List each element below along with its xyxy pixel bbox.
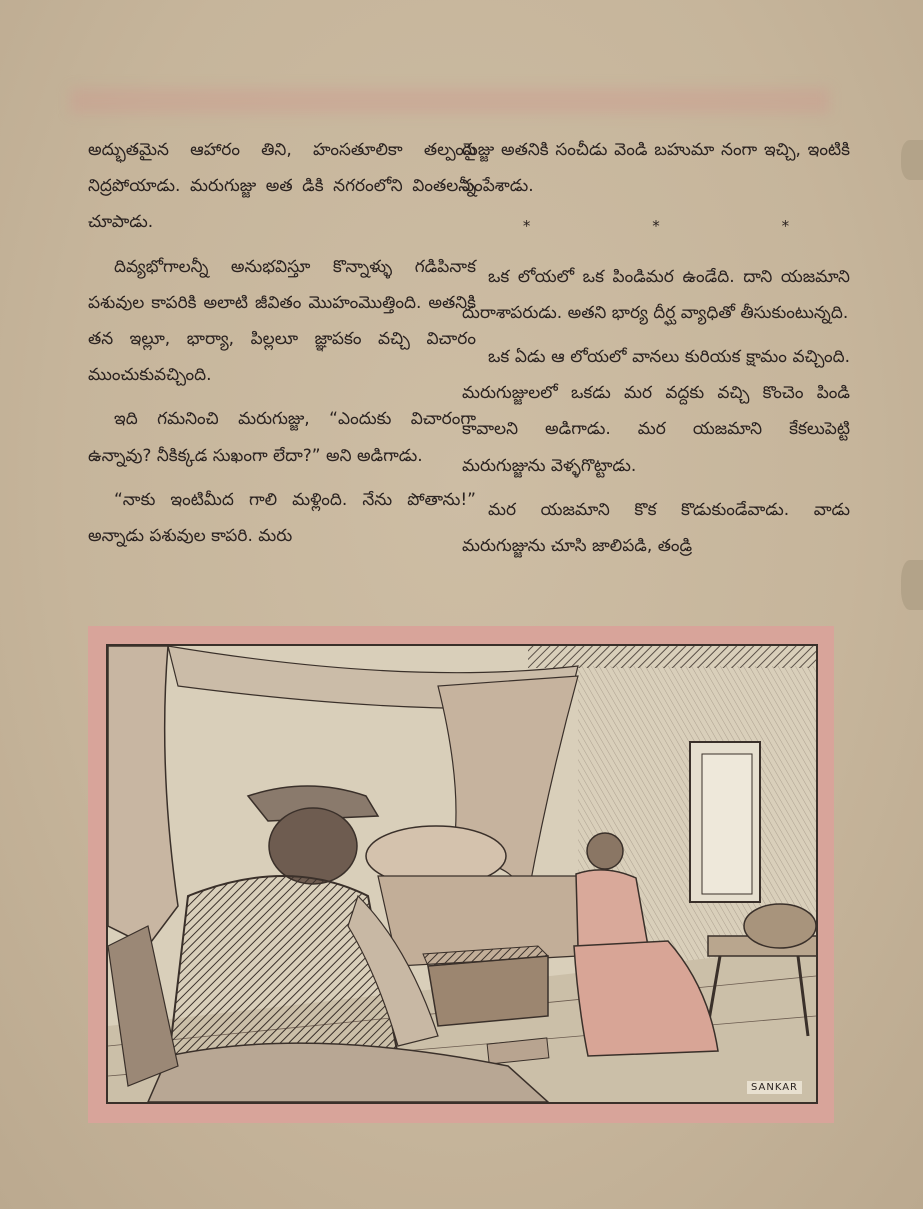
paragraph: మర యజమాని కొక కొడుకుండేవాడు. వాడు మరుగుజ్జును చూసి జాలిపడి, తండ్రి (462, 499, 850, 557)
paragraph: ఇది గమనించి మరుగుజ్జు, “ఎందుకు విచారంగా ఉన్నావు? నీకిక్కడ సుఖంగా లేదా?” అని అడిగాడు. (88, 409, 476, 466)
illustration (106, 644, 818, 1104)
right-text-column (462, 132, 850, 572)
pot (744, 904, 816, 948)
paragraph: ఒక లోయలో ఒక పిండిమర ఉండేది. దాని యజమాని దురాశాపరుడు. అతని భార్య దీర్ఘ వ్యాధితో తీసుకుంటున్నది. (462, 266, 850, 323)
page-tear (901, 140, 923, 180)
paragraph: అద్భుతమైన ఆహారం తిని, హంసతూలికా తల్పంపై నిద్రపోయాడు. మరుగుజ్జు అత డికి నగరంలోని వింతలన్నీ చూపాడు. (88, 140, 476, 233)
artist-signature: SANKAR (747, 1081, 802, 1094)
boy-shirt (576, 870, 648, 946)
section-separator (462, 208, 850, 244)
paragraph: గుజ్జు అతనికి సంచీడు వెండి బహుమా నంగా ఇచ్చి, ఇంటికి పంపేశాడు. (462, 140, 850, 197)
paragraph: ఒక ఏడు ఆ లోయలో వానలు కురియక క్షామం వచ్చింది. మరుగుజ్జులలో ఒకడు మర వద్దకు వచ్చి కొంచెం పిండి కావాలని అడిగాడు. మర యజమాని కేకలుపెట్టి మరుగుజ్జును వెళ్ళగొట్టాడు. (462, 347, 850, 476)
page-stain (70, 88, 830, 114)
illustration-plate (88, 626, 834, 1123)
paragraph: దివ్యభోగాలన్నీ అనుభవిస్తూ కొన్నాళ్ళు గడిపినాక పశువుల కాపరికి అలాటి జీవితం మొహంమొత్తింది. అతనికి తన ఇల్లూ, భార్యా, పిల్లలూ జ్ఞాపకం వచ్చి విచారం ముంచుకువచ్చింది. (88, 256, 476, 386)
separator-star: * (652, 217, 660, 236)
left-text-column (88, 132, 476, 562)
illustration-drawing (108, 646, 816, 1102)
paragraph: “నాకు ఇంటిమీద గాలి మళ్లింది. నేను పోతాను!” అన్నాడు పశువుల కాపరి. మరు (88, 489, 476, 547)
boy-head (587, 833, 623, 869)
separator-star: * (522, 217, 531, 236)
separator-star: * (781, 217, 790, 236)
page-tear (901, 560, 923, 610)
silver-chest (428, 956, 548, 1026)
man-head (269, 808, 357, 884)
ceiling-beams (528, 646, 816, 668)
